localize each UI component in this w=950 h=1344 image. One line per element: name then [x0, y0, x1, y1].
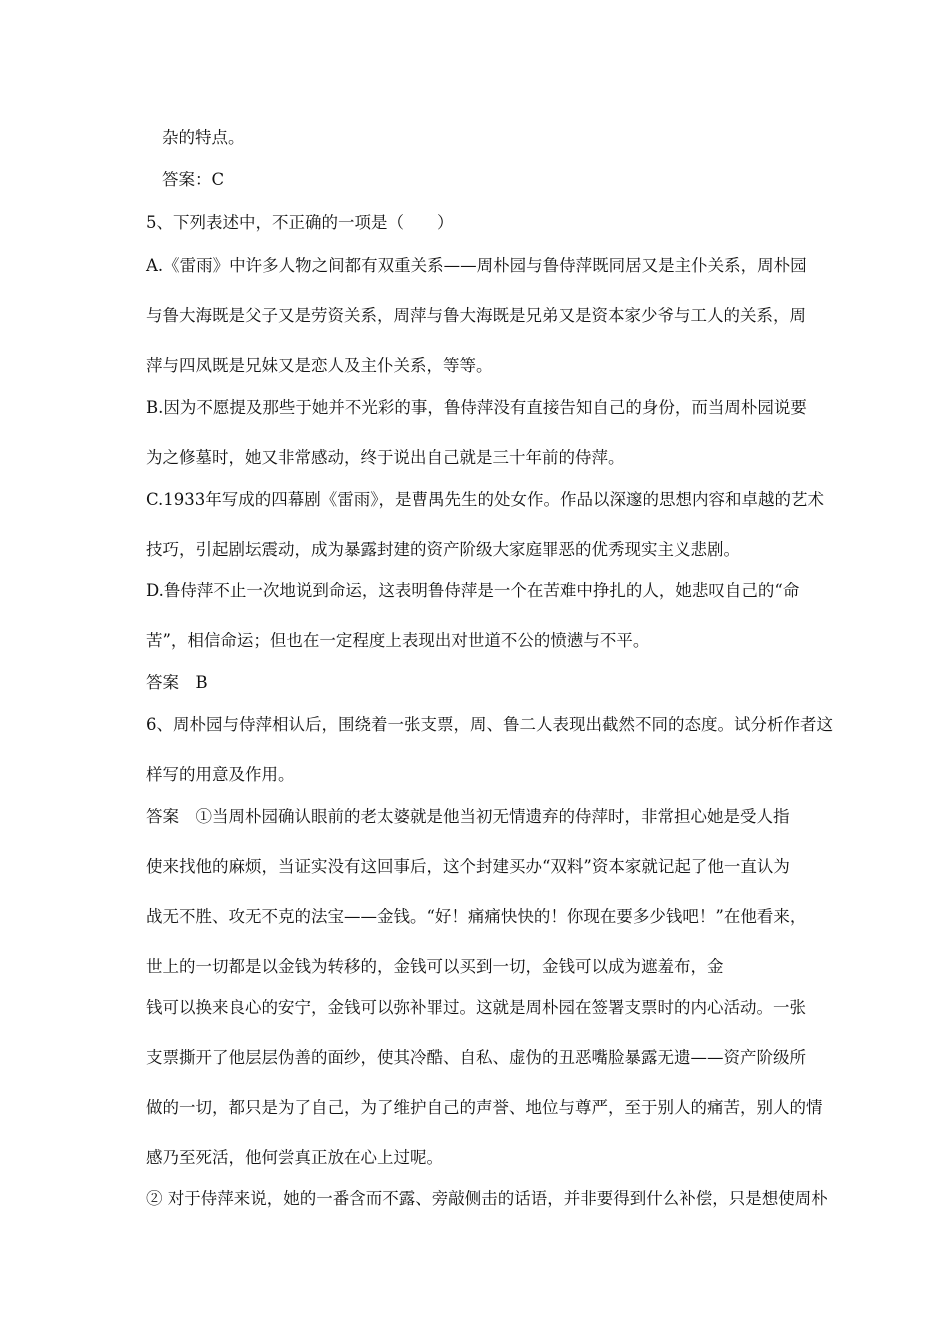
answer-6-line-8: 感乃至死活，他何尝真正放在心上过呢。 — [146, 1148, 443, 1167]
option-b-line-2: 为之修墓时，她又非常感动，终于说出自己就是三十年前的侍萍。 — [146, 448, 625, 467]
option-a-line-3: 萍与四凤既是兄妹又是恋人及主仆关系，等等。 — [146, 356, 493, 375]
answer-6-line-1: 答案 ①当周朴园确认眼前的老太婆就是他当初无情遗弃的侍萍时，非常担心她是受人指 — [146, 807, 790, 826]
option-d-line-2: 苦”，相信命运；但也在一定程度上表现出对世道不公的愤懑与不平。 — [146, 631, 650, 650]
option-a-line-2: 与鲁大海既是父子又是劳资关系，周萍与鲁大海既是兄弟又是资本家少爷与工人的关系，周 — [146, 306, 806, 325]
option-c-line-1: C.1933年写成的四幕剧《雷雨》，是曹禺先生的处女作。作品以深邃的思想内容和卓越的艺术 — [146, 490, 825, 509]
option-c-line-2: 技巧，引起剧坛震动，成为暴露封建的资产阶级大家庭罪恶的优秀现实主义悲剧。 — [146, 540, 740, 559]
answer-6-line-3: 战无不胜、攻无不克的法宝——金钱。“好！痛痛快快的！你现在要多少钱吧！”在他看来， — [146, 907, 807, 926]
option-a-line-1: A.《雷雨》中许多人物之间都有双重关系——周朴园与鲁侍萍既同居又是主仆关系，周朴园 — [146, 256, 807, 275]
text-line: 杂的特点。 — [162, 128, 245, 147]
option-b-line-1: B.因为不愿提及那些于她并不光彩的事，鲁侍萍没有直接告知自己的身份，而当周朴园说要 — [146, 398, 807, 417]
answer-6-line-4: 世上的一切都是以金钱为转移的，金钱可以买到一切，金钱可以成为遮羞布，金 — [146, 957, 724, 976]
question-6-line-1: 6、周朴园与侍萍相认后，围绕着一张支票，周、鲁二人表现出截然不同的态度。试分析作者这 — [146, 715, 833, 734]
question-5: 5、下列表述中，不正确的一项是（ ） — [146, 213, 454, 232]
answer-6-line-5: 钱可以换来良心的安宁，金钱可以弥补罪过。这就是周朴园在签署支票时的内心活动。一张 — [146, 998, 806, 1017]
question-6-line-2: 样写的用意及作用。 — [146, 765, 295, 784]
option-d-line-1: D.鲁侍萍不止一次地说到命运，这表明鲁侍萍是一个在苦难中挣扎的人，她悲叹自己的“命 — [146, 581, 800, 600]
answer-6-line-7: 做的一切，都只是为了自己，为了维护自己的声誉、地位与尊严，至于别人的痛苦，别人的情 — [146, 1098, 823, 1117]
answer-line: 答案 B — [146, 673, 208, 692]
answer-6-part-2-line-1: ② 对于侍萍来说，她的一番含而不露、旁敲侧击的话语，并非要得到什么补偿，只是想使周朴 — [146, 1189, 828, 1208]
answer-6-line-6: 支票撕开了他层层伪善的面纱，使其冷酷、自私、虚伪的丑恶嘴脸暴露无遗——资产阶级所 — [146, 1048, 806, 1067]
answer-line: 答案：C — [162, 170, 225, 189]
answer-6-line-2: 使来找他的麻烦，当证实没有这回事后，这个封建买办“双料”资本家就记起了他一直认为 — [146, 857, 790, 876]
